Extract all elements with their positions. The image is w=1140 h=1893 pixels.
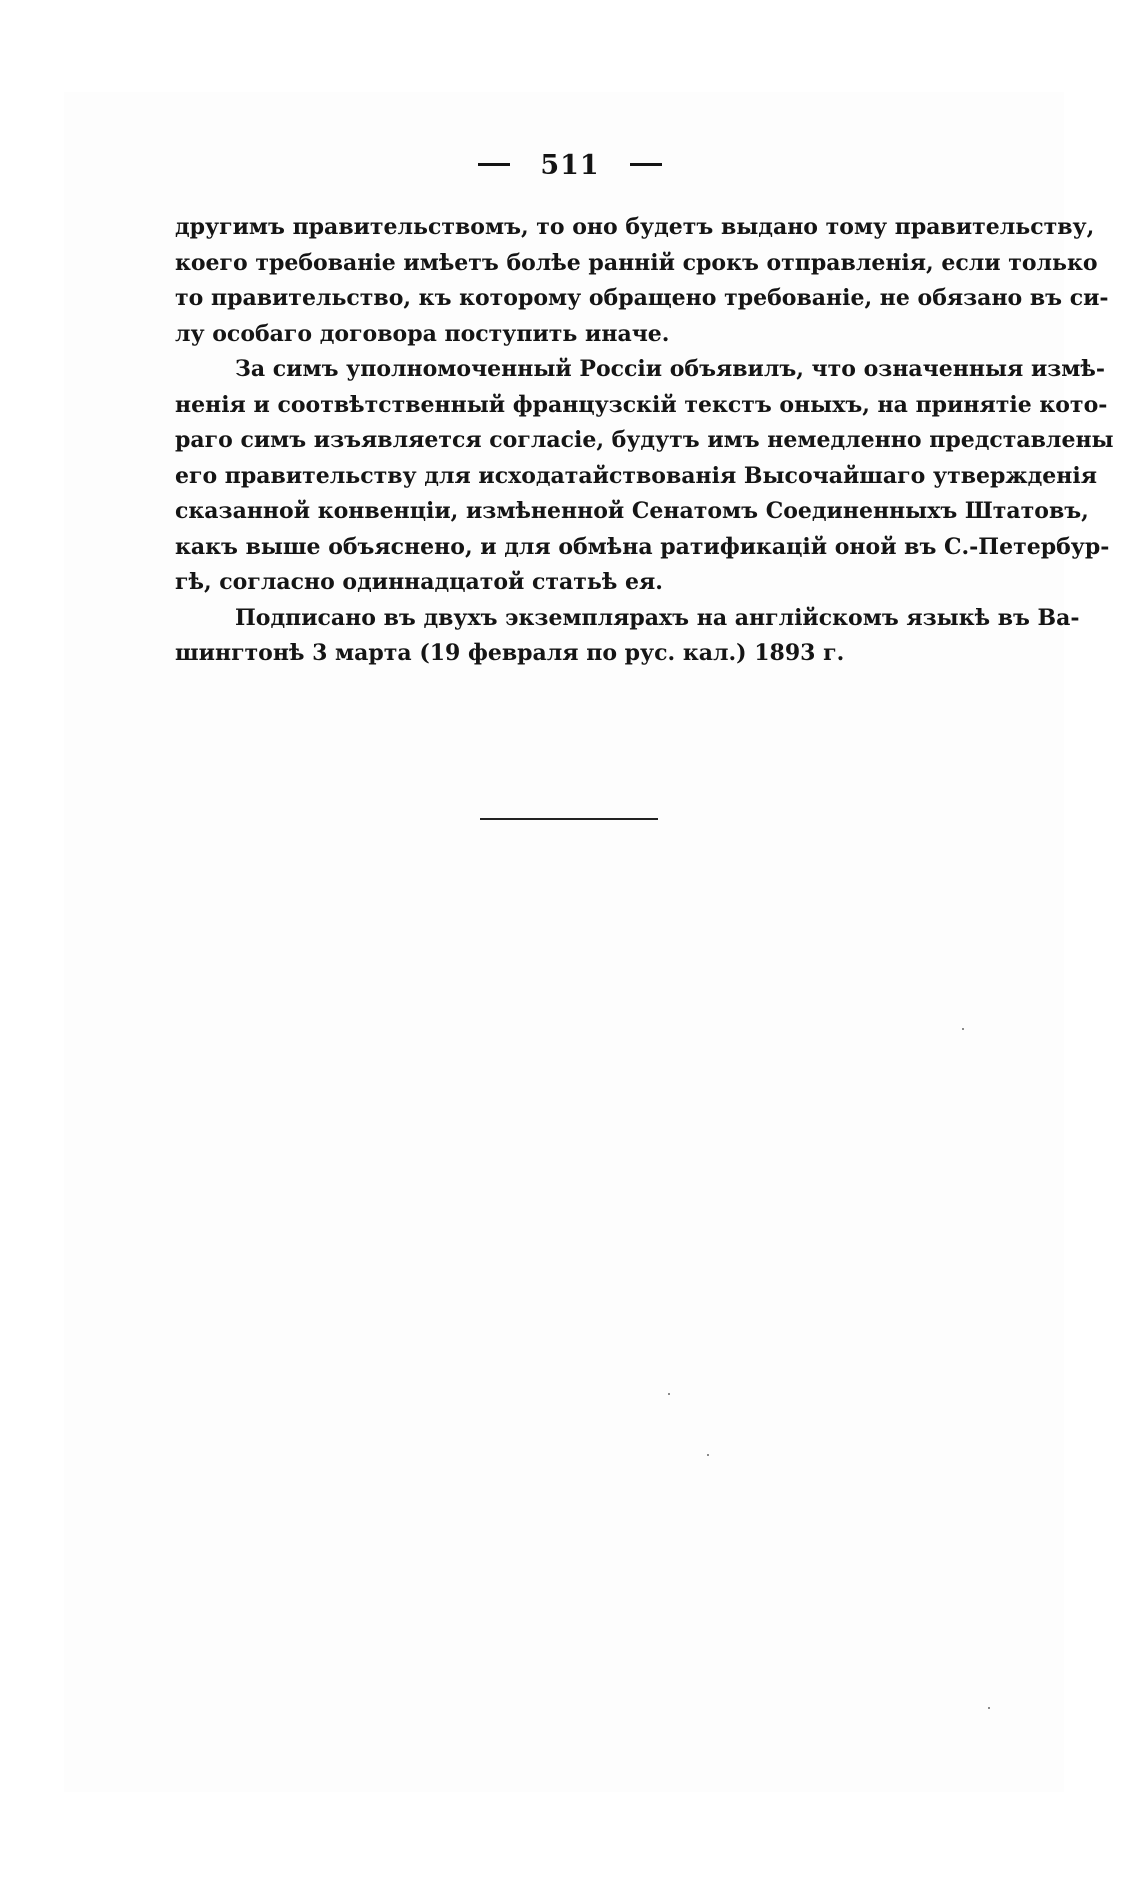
text-line: лу особаго договора поступить иначе. [175, 320, 670, 347]
page-number [0, 150, 1140, 181]
text-line: коего требованіе имѣетъ болѣе ранній срокъ отправленія, если только [175, 249, 1098, 276]
text-line: какъ выше объяснено, и для обмѣна ратификацій оной въ С.-Петербур- [175, 533, 1110, 560]
paper-speck [707, 1454, 709, 1456]
text-line: то правительство, къ которому обращено требованіе, не обязано въ си- [175, 285, 1109, 311]
page-number-dash-left [478, 163, 510, 166]
text-line: гѣ, согласно одиннадцатой статьѣ ея. [175, 569, 663, 595]
paragraph-2 [175, 352, 1114, 601]
paper-speck [668, 1393, 670, 1395]
text-line: его правительству для исходатайствованія Высочайшаго утвержденія [175, 462, 1097, 489]
page-number-value: 511 [540, 150, 600, 181]
text-line: За симъ уполномоченный Россіи объявилъ, что означенныя измѣ- [235, 356, 1106, 382]
text-line: раго симъ изъявляется согласіе, будутъ имъ немедленно представлены [175, 427, 1114, 453]
text-line: сказанной конвенціи, измѣненной Сенатомъ Соединенныхъ Штатовъ, [175, 498, 1089, 524]
text-line: ненія и соотвѣтственный французскій текстъ оныхъ, на принятіе кото- [175, 391, 1108, 418]
paragraph-1 [175, 210, 1109, 352]
text-line: шингтонѣ 3 марта (19 февраля по рус. кал.) 1893 г. [175, 640, 845, 666]
body-text [175, 210, 1114, 672]
section-divider [480, 818, 658, 820]
text-line: Подписано въ двухъ экземплярахъ на англійскомъ языкѣ въ Ва- [235, 604, 1080, 631]
paper-speck [988, 1707, 990, 1709]
paper-speck [962, 1028, 964, 1030]
text-line: другимъ правительствомъ, то оно будетъ выдано тому правительству, [175, 214, 1095, 240]
page-number-dash-right [630, 163, 662, 166]
paragraph-3 [175, 601, 1080, 672]
